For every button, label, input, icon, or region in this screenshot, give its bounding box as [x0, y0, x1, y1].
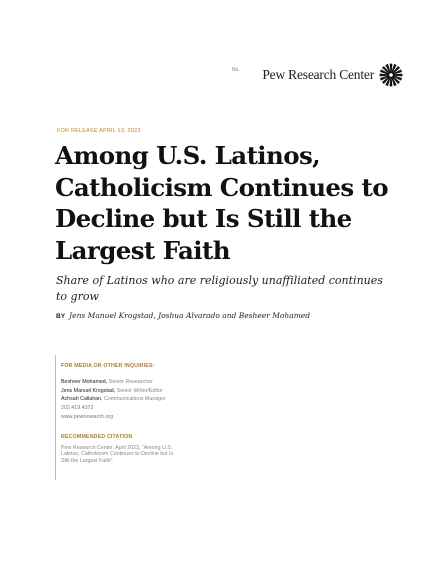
release-date: FOR RELEASE APRIL 13, 2023 [57, 128, 141, 134]
byline-by-label: BY [56, 313, 66, 320]
contact-name: Besheer Mohamed, [61, 379, 108, 385]
site-header [262, 62, 404, 88]
pew-sunburst-icon [378, 62, 404, 88]
report-subtitle: Share of Latinos who are religiously unaffiliated continues to grow [56, 274, 383, 303]
contact-name: Jens Manuel Krogstad, [61, 387, 116, 394]
media-inquiries-heading: FOR MEDIA OR OTHER INQUIRIES: [61, 363, 155, 369]
header-small-label: No. [232, 67, 240, 73]
contact-phone: 202.419.4372 [61, 404, 94, 411]
citation-text: Pew Research Center, April 2023, “Among U.S. Latinos, Catholicism Continues to Decline but Is Still the Largest Faith” [61, 444, 174, 465]
contact-role: Senior Writer/Editor [116, 387, 163, 394]
citation-heading: RECOMMENDED CITATION [61, 433, 133, 440]
byline [56, 311, 310, 320]
contact-role: Communications Manager [104, 396, 166, 402]
report-title: Among U.S. Latinos, Catholicism Continues to Decline but Is Still the Largest Faith [55, 141, 389, 265]
byline-authors: Jens Manuel Krogstad, Joshua Alvarado and Besheer Mohamed [69, 311, 311, 320]
contact-item [61, 387, 211, 396]
contact-item [61, 378, 211, 387]
contact-item [61, 395, 211, 404]
inquiries-sidebar [55, 355, 211, 480]
brand-name: Pew Research Center [262, 67, 374, 82]
contact-name: Achsah Callahan, [61, 396, 103, 402]
website-link[interactable]: www.pewresearch.org [61, 414, 114, 420]
contact-role: Senior Researcher [108, 379, 153, 385]
